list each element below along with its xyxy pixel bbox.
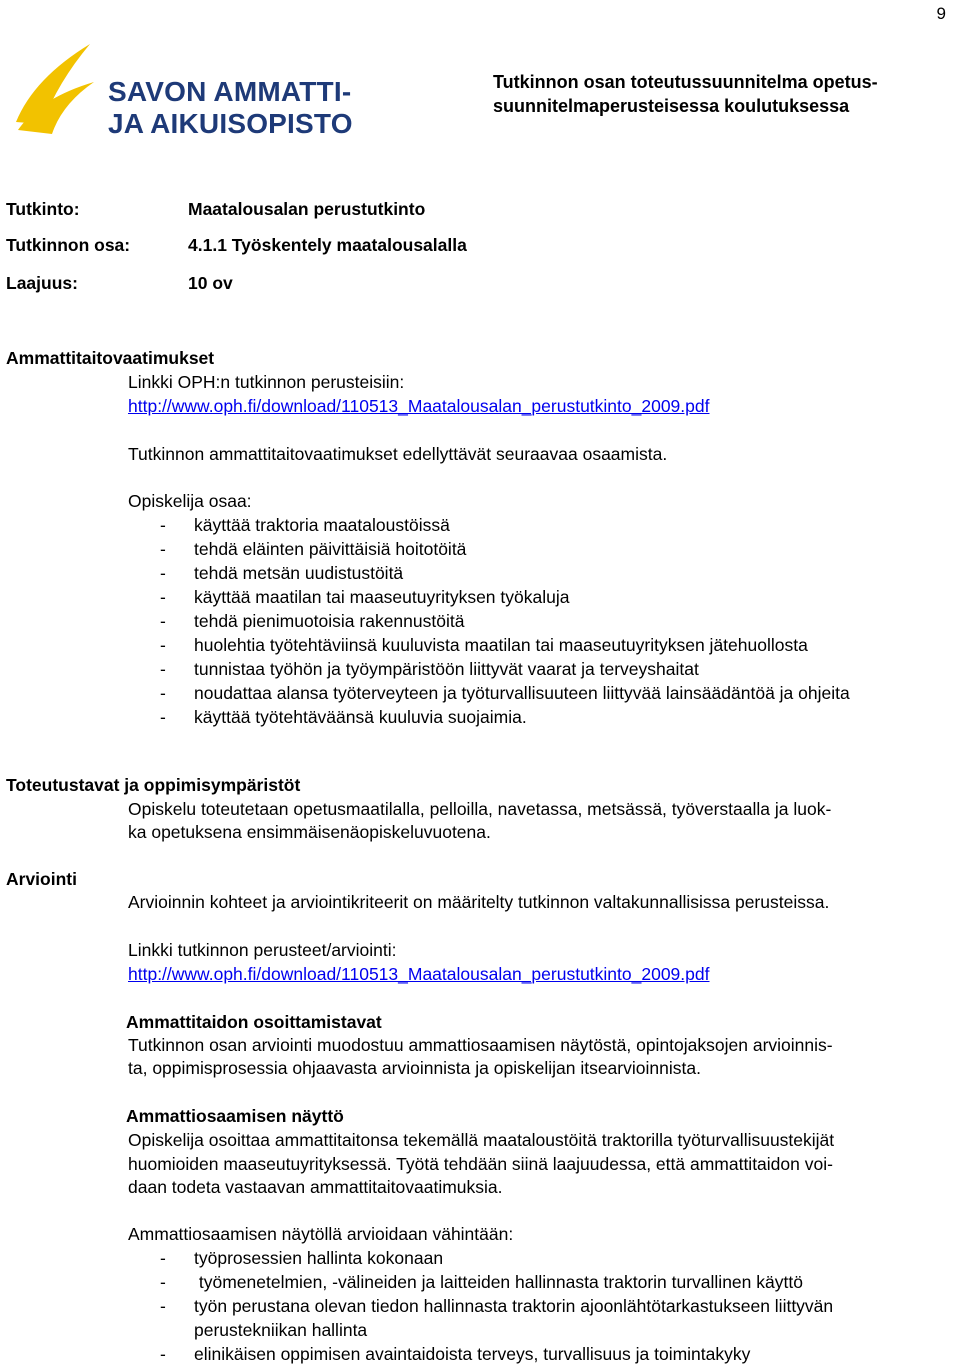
logo [12,38,352,138]
student-skills-label: Opiskelija osaa: [128,491,252,511]
list-item: - noudattaa alansa työterveyteen ja työturvallisuuteen liittyvää lainsäädäntöä ja ohjeita [160,681,894,705]
list-item: - käyttää traktoria maataloustöissä [160,513,940,537]
requirements-intro: Tutkinnon ammattitaitovaatimukset edellyttävät seuraavaa osaamista. [128,444,668,464]
skills-demo-text-line-1: Opiskelija osoittaa ammattitaitonsa tekemällä maataloustöitä traktorilla työturvallisuustekijät [128,1130,835,1150]
field-label-scope: Laajuus: [6,273,78,293]
assessment-heading: Arviointi [6,869,77,889]
logo-line-2: JA AIKUISOPISTO [108,108,353,139]
field-value-unit: 4.1.1 Työskentely maatalousalalla [188,235,467,255]
list-item: - tehdä metsän uudistustöitä [160,561,940,585]
skills-demo-text-line-3: daan todeta vastaavan ammattitaitovaatimuksia. [128,1177,503,1197]
assessment-link[interactable]: http://www.oph.fi/download/110513_Maatalousalan_perustutkinto_2009.pdf [128,964,710,984]
list-item: - tehdä eläinten päivittäisiä hoitotöitä [160,537,940,561]
assessment-text: Arvioinnin kohteet ja arviointikriteerit on määritelty tutkinnon valtakunnallisissa perusteissa. [128,892,830,912]
field-value-scope: 10 ov [188,273,233,293]
implementation-text-line-1: Opiskelu toteutetaan opetusmaatilalla, pelloilla, navetassa, metsässä, työverstaalla ja luok- [128,799,832,819]
field-label-degree: Tutkinto: [6,199,80,219]
logo-line-1: SAVON AMMATTI- [108,76,352,107]
document-title [493,70,878,118]
assessment-link-label: Linkki tutkinnon perusteet/arviointi: [128,940,397,960]
list-item: - työn perustana olevan tiedon hallinnasta traktorin ajoonlähtötarkastukseen liittyvän perustekniikan hallinta [160,1294,914,1342]
requirements-link[interactable]: http://www.oph.fi/download/110513_Maatalousalan_perustutkinto_2009.pdf [128,396,710,416]
field-label-unit: Tutkinnon osa: [6,235,131,255]
list-item: - työmenetelmien, -välineiden ja laitteiden hallinnasta traktorin turvallinen käyttö [160,1270,940,1294]
list-item: - käyttää työtehtäväänsä kuuluvia suojaimia. [160,705,940,729]
demonstration-text-line-1: Tutkinnon osan arviointi muodostuu ammattiosaamisen näytöstä, opintojaksojen arvioinnis- [128,1035,833,1055]
list-item: - käyttää maatilan tai maaseutuyrityksen työkaluja [160,585,940,609]
demonstration-text-line-2: ta, oppimisprosessia ohjaavasta arvioinnista ja opiskelijan itsearvioinnista. [128,1058,701,1078]
requirements-list [160,513,940,729]
page-number: 9 [936,4,946,23]
implementation-text-line-2: ka opetuksena ensimmäisenäopiskeluvuotena. [128,822,491,842]
requirements-link-label: Linkki OPH:n tutkinnon perusteisiin: [128,372,405,392]
implementation-heading: Toteutustavat ja oppimisympäristöt [6,775,301,795]
list-item: - työprosessien hallinta kokonaan [160,1246,940,1270]
skills-demo-min-label: Ammattiosaamisen näytöllä arvioidaan vähintään: [128,1224,514,1244]
document-title-line-2: suunnitelmaperusteisessa koulutuksessa [493,96,850,116]
list-item: - tunnistaa työhön ja työympäristöön liittyvät vaarat ja terveyshaitat [160,657,940,681]
field-value-degree: Maatalousalan perustutkinto [188,199,426,219]
list-item: - huolehtia työtehtäviinsä kuuluvista maatilan tai maaseutuyrityksen jätehuollosta [160,633,940,657]
document-title-line-1: Tutkinnon osan toteutussuunnitelma opetus- [493,72,878,92]
skills-demo-text-line-2: huomioiden maaseutuyrityksessä. Työtä tehdään siinä laajuudessa, että ammattitaidon voi- [128,1154,833,1174]
skills-demo-heading: Ammattiosaamisen näyttö [126,1106,344,1126]
list-item: - elinikäisen oppimisen avaintaidoista terveys, turvallisuus ja toimintakyky [160,1342,940,1366]
demonstration-heading: Ammattitaidon osoittamistavat [126,1012,382,1032]
requirements-heading: Ammattitaitovaatimukset [6,348,215,368]
logo-swoosh-icon [12,38,108,138]
list-item: - tehdä pienimuotoisia rakennustöitä [160,609,940,633]
skills-demo-list [160,1246,940,1366]
